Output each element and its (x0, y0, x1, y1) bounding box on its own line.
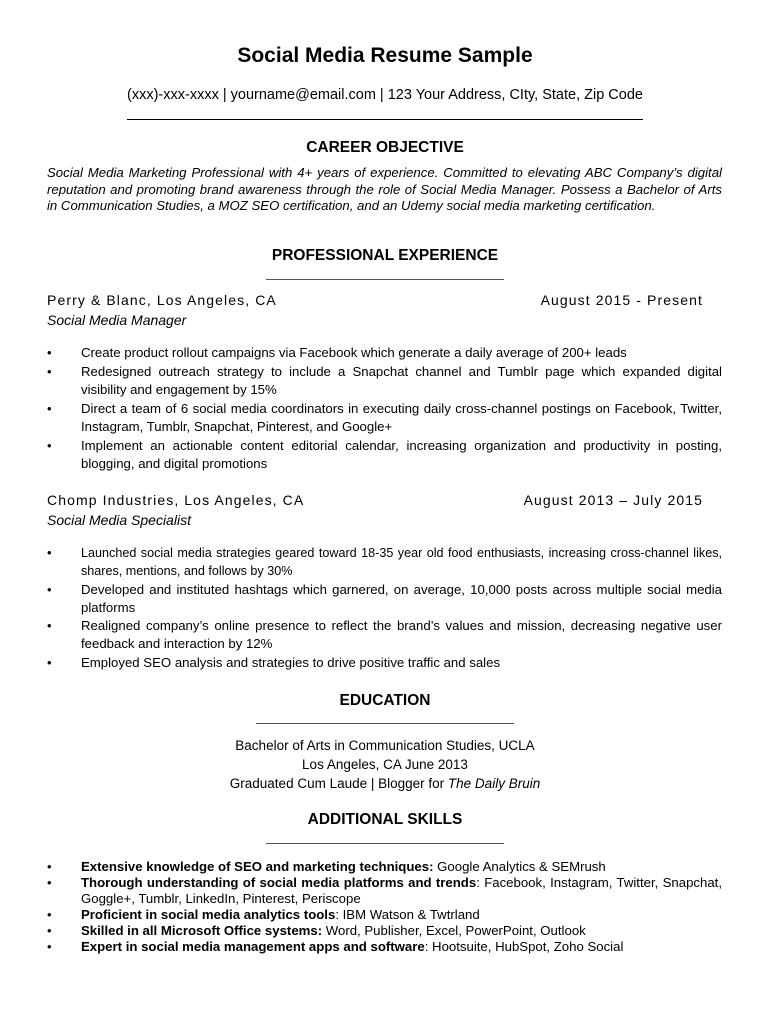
skills-heading-rule (266, 843, 504, 844)
skill-label: Thorough understanding of social media platforms and trends (81, 875, 477, 890)
bullet-text: Realigned company’s online presence to reflect the brand’s values and mission, decreasing negative user feedback and interaction by 12% (81, 618, 722, 652)
bullet-text: Create product rollout campaigns via Facebook which generate a daily average of 200+ leads (81, 345, 627, 360)
list-item (47, 907, 722, 923)
skill-label: Skilled in all Microsoft Office systems: (81, 923, 323, 938)
skill-label: Proficient in social media analytics tools (81, 907, 336, 922)
career-objective-text: Social Media Marketing Professional with 4+ years of experience. Committed to elevating ABC Company’s digital reputation and promoting brand awareness through the role of Social Media Manager. Possess a Bachelor of Arts in Communication Studies, a MOZ SEO certification, and an Udemy social media marketing certification. (47, 165, 722, 213)
bullet-text: Direct a team of 6 social media coordinators in executing daily cross-channel postings on Facebook, Twitter, Instagram, Tumblr, Snapchat, Pinterest, and Google+ (81, 400, 722, 434)
job-bullet-list (47, 544, 722, 672)
bullet-icon: • (47, 907, 52, 922)
job-dates: August 2013 – July 2015 (523, 492, 703, 508)
bullet-text: Redesigned outreach strategy to include a Snapchat channel and Tumblr page which expanded digital visibility and engagement by 15% (81, 363, 722, 397)
list-item (47, 544, 722, 581)
bullet-icon: • (47, 859, 52, 874)
skill-detail: : Hootsuite, HubSpot, Zoho Social (424, 939, 624, 954)
list-item (47, 923, 722, 939)
education-heading-rule (256, 723, 514, 724)
bullet-icon: • (47, 581, 52, 597)
bullet-icon: • (47, 618, 52, 634)
bullet-icon: • (47, 400, 52, 416)
job-dates: August 2015 - Present (540, 292, 703, 308)
job-title: Social Media Manager (47, 312, 187, 328)
job-title: Social Media Specialist (47, 512, 191, 528)
list-item (47, 344, 722, 363)
publication-name: The Daily Bruin (447, 776, 541, 791)
bullet-icon: • (47, 545, 52, 560)
bullet-icon: • (47, 345, 52, 360)
bullet-text: Developed and instituted hashtags which garnered, on average, 10,000 posts across multiple social media platforms (81, 581, 722, 615)
professional-experience-heading: PROFESSIONAL EXPERIENCE (271, 247, 499, 264)
job-employer: Chomp Industries, Los Angeles, CA (47, 492, 305, 508)
experience-heading-rule (266, 279, 504, 280)
bullet-text: Employed SEO analysis and strategies to drive positive traffic and sales (81, 654, 501, 670)
contact-line: (xxx)-xxx-xxxx | yourname@email.com | 123 Your Address, CIty, State, Zip Code (127, 87, 643, 103)
bullet-icon: • (47, 437, 52, 453)
skills-list (47, 859, 722, 955)
resume-title: Social Media Resume Sample (237, 44, 533, 67)
bullet-text: Implement an actionable content editorial calendar, increasing organization and productivity in posting, blogging, and digital promotions (81, 437, 722, 471)
education-heading: EDUCATION (339, 692, 431, 709)
bullet-icon: • (47, 363, 52, 379)
list-item (47, 939, 722, 955)
education-location-date: Los Angeles, CA June 2013 (302, 757, 468, 772)
header-divider (127, 119, 643, 120)
list-item (47, 875, 722, 907)
bullet-icon: • (47, 939, 52, 954)
list-item (47, 581, 722, 618)
list-item (47, 437, 722, 474)
bullet-icon: • (47, 654, 52, 670)
skill-detail: : IBM Watson & Twtrland (335, 907, 480, 922)
list-item (47, 654, 722, 672)
list-item (47, 617, 722, 654)
job-employer: Perry & Blanc, Los Angeles, CA (47, 292, 277, 308)
list-item (47, 859, 722, 875)
job-header (47, 292, 703, 308)
education-honors (0, 775, 770, 794)
bullet-icon: • (47, 923, 52, 938)
skill-label: Extensive knowledge of SEO and marketing techniques: (81, 859, 434, 874)
skill-detail: Google Analytics & SEMrush (433, 859, 606, 874)
education-degree: Bachelor of Arts in Communication Studies, UCLA (235, 738, 535, 753)
skill-detail: : Facebook, Instagram, Twitter, Snapchat, Goggle+, Tumblr, LinkedIn, Pinterest, Periscope (81, 875, 722, 906)
job-bullet-list (47, 344, 722, 474)
honors-text: Graduated Cum Laude | Blogger for (229, 776, 448, 791)
bullet-icon: • (47, 875, 52, 890)
skill-detail: Word, Publisher, Excel, PowerPoint, Outlook (322, 923, 586, 938)
additional-skills-heading: ADDITIONAL SKILLS (307, 811, 463, 828)
list-item (47, 363, 722, 400)
career-objective-heading: CAREER OBJECTIVE (306, 139, 464, 156)
job-header (47, 492, 703, 508)
bullet-text: Launched social media strategies geared toward 18-35 year old food enthusiasts, increasing cross-channel likes, shares, mentions, and follows by 30% (81, 546, 722, 579)
skill-label: Expert in social media management apps and software (81, 939, 425, 954)
list-item (47, 400, 722, 437)
